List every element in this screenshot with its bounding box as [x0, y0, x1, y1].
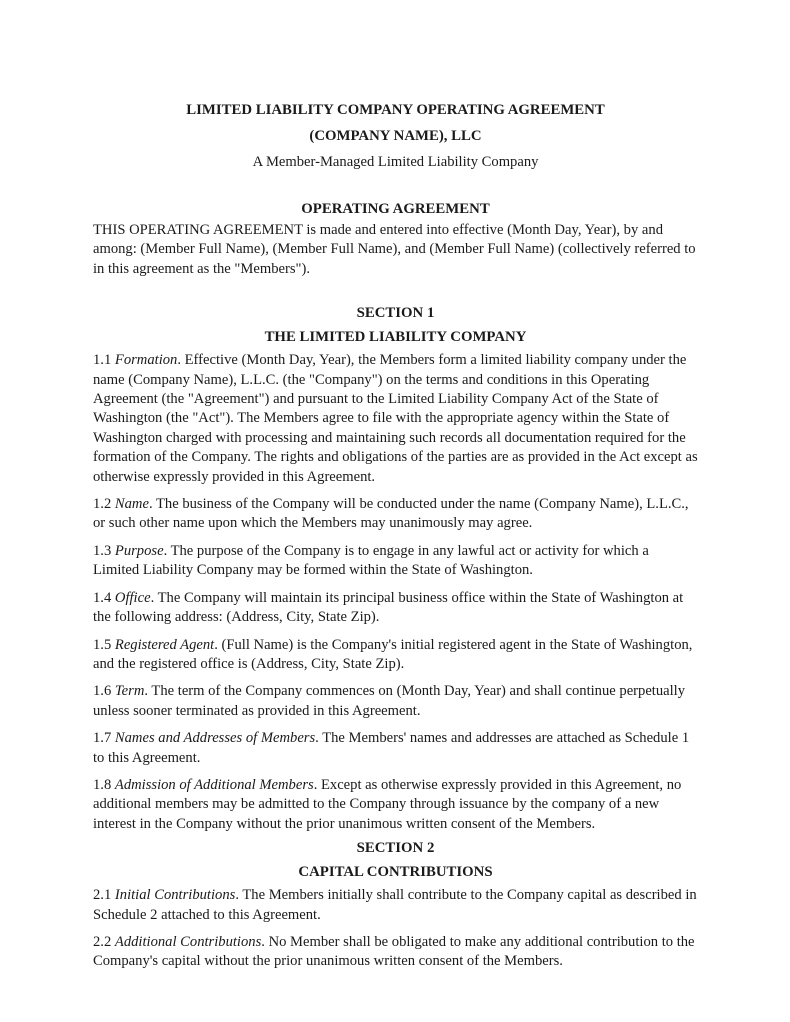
clause-body: . No Member shall be obligated to make any additional contribution to the Company's capital without the prior unanimous written consent of the Members.	[93, 933, 695, 970]
section-2-number: SECTION 2	[356, 840, 435, 857]
operating-agreement-heading: OPERATING AGREEMENT	[301, 201, 490, 217]
section-2-title: CAPITAL CONTRIBUTIONS	[298, 864, 493, 881]
clause-2-1	[93, 886, 698, 925]
clause-title: Initial Contributions	[114, 887, 236, 904]
clause-1-3	[93, 542, 698, 581]
clause-title: Names and Addresses of Members	[114, 730, 316, 747]
intro-paragraph: THIS OPERATING AGREEMENT is made and entered into effective (Month Day, Year), by and among: (Member Full Name), (Member Full Name), and (Member Full Name) (collectively referred to in this agreement as the "Members").	[93, 222, 696, 277]
clause-title: Name	[114, 496, 149, 513]
clause-body: . The purpose of the Company is to engage in any lawful act or activity for which a Limited Liability Company may be formed within the State of Washington.	[93, 542, 649, 579]
clause-number: 1.2	[93, 496, 112, 513]
document-subtitle: A Member-Managed Limited Liability Company	[252, 154, 539, 170]
clause-1-5	[93, 636, 698, 675]
clause-body: . The Company will maintain its principal business office within the State of Washington at the following address: (Address, City, State Zip).	[93, 589, 684, 626]
clause-number: 1.6	[93, 683, 112, 700]
clause-2-2	[93, 933, 698, 972]
clause-1-7	[93, 729, 698, 768]
section-1-title: THE LIMITED LIABILITY COMPANY	[264, 329, 527, 346]
clause-body: . The Members initially shall contribute to the Company capital as described in Schedule 2 attached to this Agreement.	[93, 887, 697, 923]
clause-number: 1.7	[93, 730, 112, 747]
clause-1-8	[93, 776, 698, 834]
clause-title: Term	[114, 683, 145, 700]
clause-title: Registered Agent	[114, 636, 215, 653]
clause-title: Office	[114, 589, 151, 606]
clause-number: 1.4	[93, 589, 112, 606]
clause-body: . The term of the Company commences on (Month Day, Year) and shall continue perpetually unless sooner terminated as provided in this Agreement.	[93, 683, 686, 719]
clause-1-4	[93, 589, 698, 628]
clause-title: Formation	[114, 352, 178, 369]
clause-title: Additional Contributions	[114, 933, 262, 950]
clause-number: 1.8	[93, 776, 112, 793]
clause-body: . Except as otherwise expressly provided in this Agreement, no additional members may be admitted to the Company through issuance by the company of a new interest in the Company without the prior unanimous written consent of the Members.	[93, 776, 682, 832]
clause-number: 1.1	[93, 352, 112, 369]
clause-1-2	[93, 495, 698, 534]
clause-body: . The Members' names and addresses are attached as Schedule 1 to this Agreement.	[93, 730, 690, 766]
clause-number: 1.3	[93, 542, 112, 559]
clause-body: . (Full Name) is the Company's initial registered agent in the State of Washington, and the registered office is (Address, City, State Zip).	[93, 636, 693, 672]
clause-title: Purpose	[114, 542, 164, 559]
company-name-heading: (COMPANY NAME), LLC	[309, 128, 482, 144]
clause-1-1	[93, 351, 698, 487]
section-1-number: SECTION 1	[356, 305, 435, 322]
clause-number: 2.1	[93, 887, 112, 904]
document-title: LIMITED LIABILITY COMPANY OPERATING AGREEMENT	[186, 102, 605, 118]
clause-body: . The business of the Company will be conducted under the name (Company Name), L.L.C., or such other name upon which the Members may unanimously may agree.	[93, 496, 689, 532]
clause-number: 2.2	[93, 933, 112, 950]
clause-number: 1.5	[93, 636, 112, 653]
clause-body: . Effective (Month Day, Year), the Members form a limited liability company under the name (Company Name), L.L.C. (the "Company") on the terms and conditions in this Operating Agreement (the "Agreement") and pursuant to the Limited Liability Company Act of the State of Washington (the "Act"). The Members agree to file with the appropriate agency within the State of Washington charged with processing and maintaining such records all documentation required for the formation of the Company. The rights and obligations of the parties are as provided in the Act except as otherwise expressly provided in this Agreement.	[93, 352, 698, 485]
clause-title: Admission of Additional Members	[114, 776, 314, 793]
clause-1-6	[93, 682, 698, 721]
